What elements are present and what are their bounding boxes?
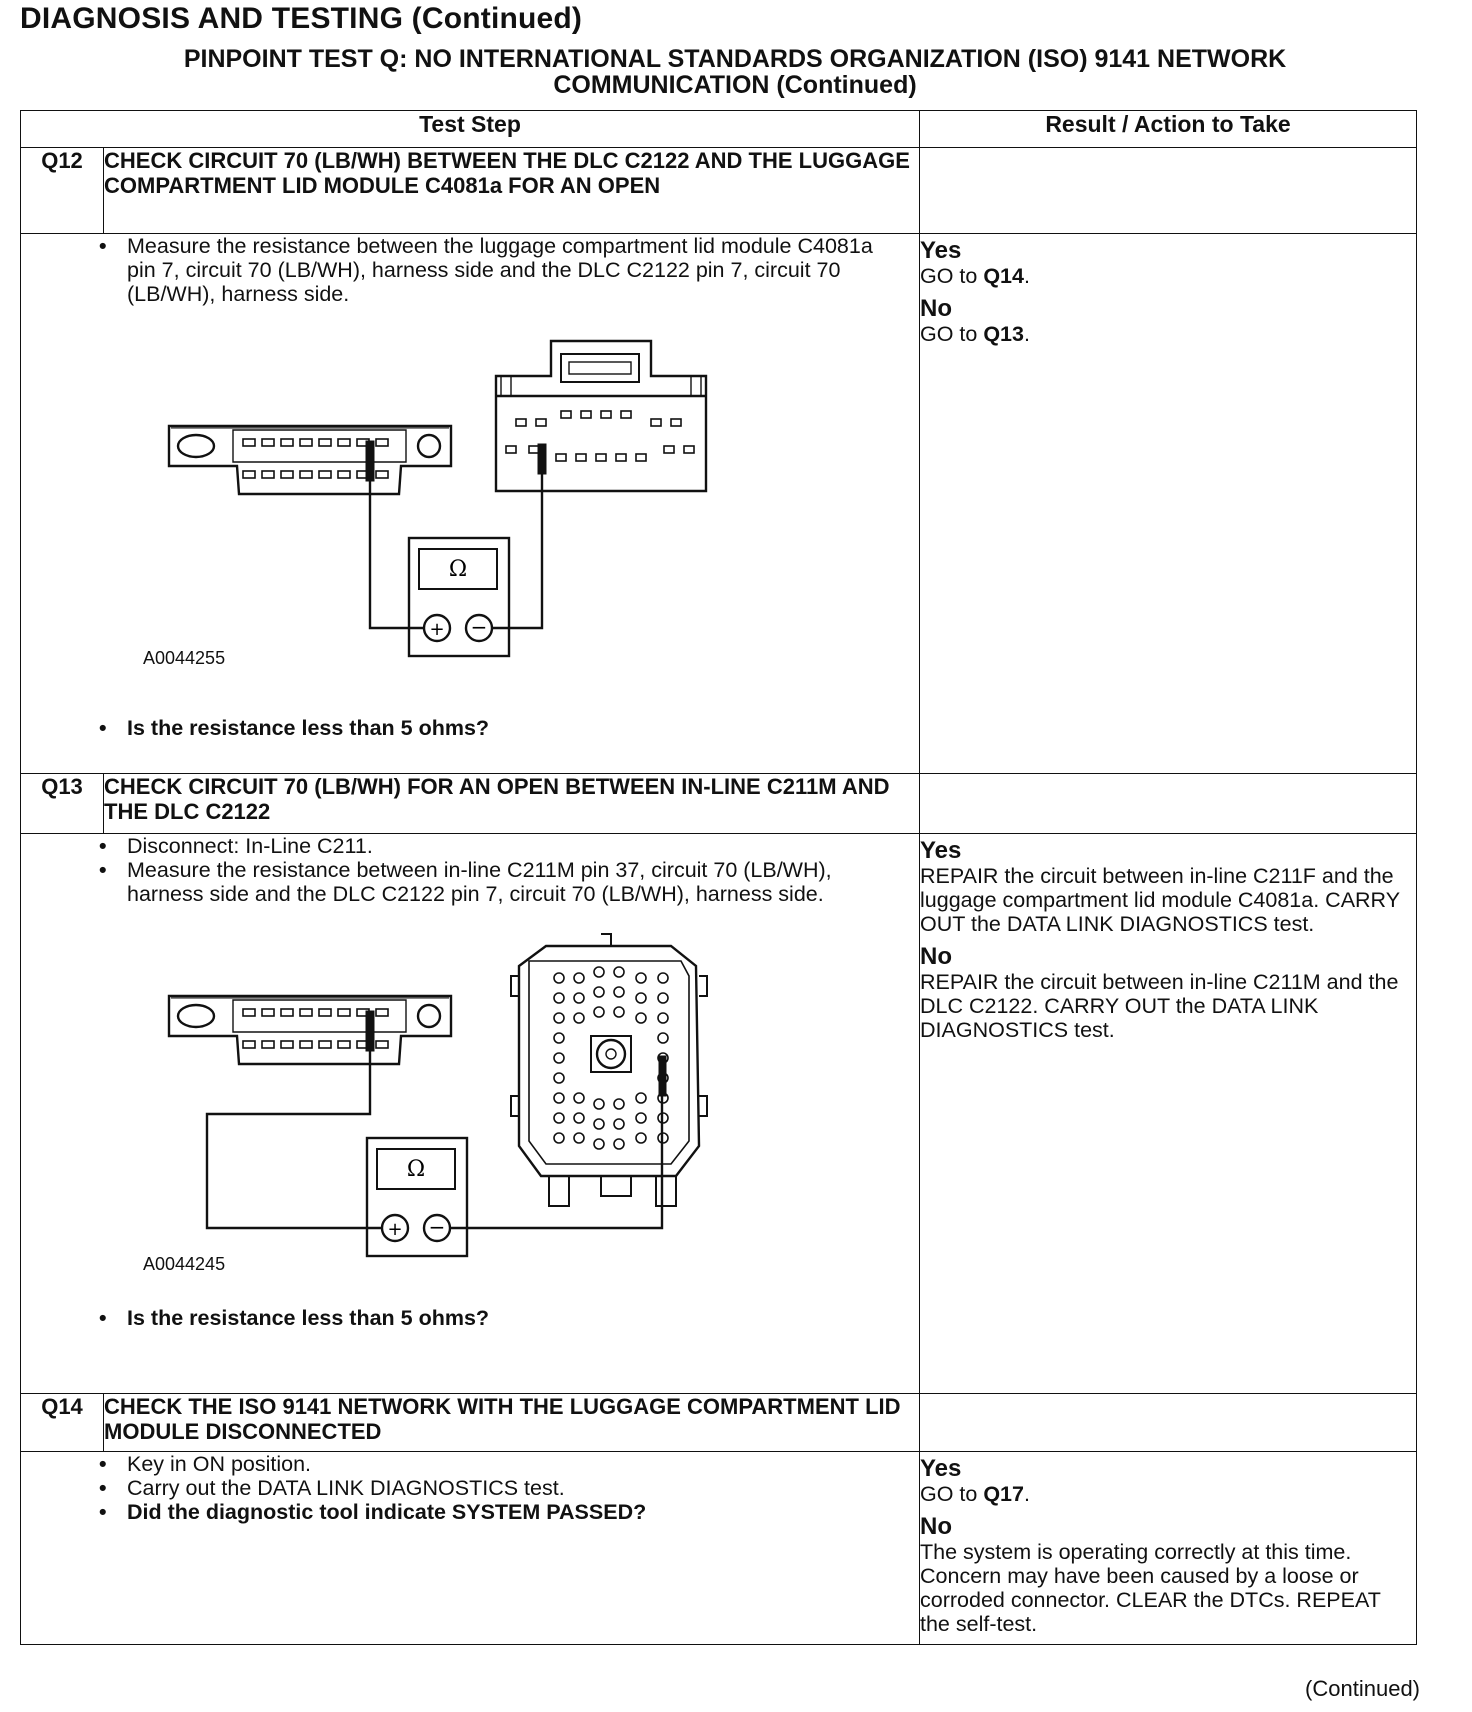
svg-text:+: + bbox=[387, 1219, 403, 1240]
q12-title: CHECK CIRCUIT 70 (LB/WH) BETWEEN THE DLC C2122 AND THE LUGGAGE COMPARTMENT LID MODULE C4081a FOR AN OPEN bbox=[104, 148, 920, 234]
dlc-connector-2 bbox=[169, 996, 451, 1064]
q14-no-label: No bbox=[920, 1513, 952, 1540]
q14-result-blank bbox=[920, 1394, 1417, 1452]
q14-yes-label: Yes bbox=[920, 1455, 962, 1482]
q14-result bbox=[920, 1452, 1417, 1645]
test-title-line2: COMMUNICATION (Continued) bbox=[553, 71, 917, 99]
q12-no-label: No bbox=[920, 295, 952, 322]
pinpoint-test-title bbox=[70, 46, 1400, 98]
meter-ohm-symbol-2: Ω bbox=[406, 1157, 426, 1182]
meter-ohm-symbol: Ω bbox=[448, 557, 468, 582]
ohmmeter bbox=[409, 538, 509, 656]
wire-positive-2 bbox=[207, 1051, 382, 1228]
svg-text:−: − bbox=[470, 615, 488, 639]
q13-result-blank bbox=[920, 774, 1417, 834]
svg-text:−: − bbox=[428, 1215, 446, 1239]
q13-number: Q13 bbox=[21, 774, 104, 834]
q12-figure-id: A0044255 bbox=[143, 648, 226, 668]
continued-note: (Continued) bbox=[1305, 1676, 1420, 1701]
q14-no-text: The system is operating correctly at this time. Concern may have been caused by a loose or corroded connector. CLEAR the DTCs. REPEAT the self-test. bbox=[920, 1540, 1381, 1636]
dlc-connector bbox=[169, 426, 451, 494]
q14-step-1: • Key in ON position. bbox=[7, 1452, 919, 1476]
q14-yes-text: GO to Q17. bbox=[920, 1482, 1030, 1506]
q13-yes-text: REPAIR the circuit between in-line C211F and the luggage compartment lid module C4081a. CARRY OUT the DATA LINK DIAGNOSTICS test. bbox=[920, 864, 1400, 936]
q13-body bbox=[21, 834, 920, 1394]
q13-yes-label: Yes bbox=[920, 837, 962, 864]
q13-figure bbox=[21, 906, 919, 1306]
q13-title-row bbox=[21, 774, 1417, 834]
q13-step-1: • Disconnect: In-Line C211. bbox=[7, 834, 919, 858]
q12-yes-target: Q14 bbox=[983, 264, 1024, 288]
q14-yes-target: Q17 bbox=[983, 1482, 1024, 1506]
q12-no-target: Q13 bbox=[983, 322, 1024, 346]
col-header-result: Result / Action to Take bbox=[920, 111, 1417, 148]
q12-question: • Is the resistance less than 5 ohms? bbox=[7, 716, 919, 740]
q14-number: Q14 bbox=[21, 1394, 104, 1452]
q14-body-row bbox=[21, 1452, 1417, 1645]
q13-wiring-diagram bbox=[21, 906, 921, 1306]
q14-question: • Did the diagnostic tool indicate SYSTEM PASSED? bbox=[7, 1500, 919, 1524]
q13-no-label: No bbox=[920, 943, 952, 970]
q12-title-row bbox=[21, 148, 1417, 234]
q12-yes-text: GO to Q14. bbox=[920, 264, 1030, 288]
pinpoint-test-table bbox=[20, 110, 1417, 1645]
c211m-connector bbox=[519, 946, 699, 1176]
ohmmeter-2 bbox=[367, 1138, 467, 1256]
wire-positive bbox=[370, 481, 424, 628]
wire-negative bbox=[492, 474, 542, 628]
q14-title-row bbox=[21, 1394, 1417, 1452]
q13-result bbox=[920, 834, 1417, 1394]
q13-question: • Is the resistance less than 5 ohms? bbox=[7, 1306, 919, 1330]
page-title: DIAGNOSIS AND TESTING (Continued) bbox=[20, 2, 583, 35]
q14-body bbox=[21, 1452, 920, 1645]
svg-text:+: + bbox=[429, 619, 445, 640]
q12-no-text: GO to Q13. bbox=[920, 322, 1030, 346]
q12-step-1: • Measure the resistance between the luggage compartment lid module C4081a pin 7, circuit 70 (LB/WH), harness side and the DLC C2122 pin 7, circuit 70 (LB/WH), harness side. bbox=[7, 234, 919, 306]
q12-result-blank bbox=[920, 148, 1417, 234]
q12-result bbox=[920, 234, 1417, 774]
test-title-line1: PINPOINT TEST Q: NO INTERNATIONAL STANDARDS ORGANIZATION (ISO) 9141 NETWORK bbox=[183, 45, 1287, 73]
q12-figure bbox=[21, 306, 919, 716]
q14-step-2: • Carry out the DATA LINK DIAGNOSTICS test. bbox=[7, 1476, 919, 1500]
q13-figure-id: A0044245 bbox=[143, 1254, 226, 1274]
q13-step-2: • Measure the resistance between in-line C211M pin 37, circuit 70 (LB/WH), harness side and the DLC C2122 pin 7, circuit 70 (LB/WH), harness side. bbox=[7, 858, 919, 906]
q12-yes-label: Yes bbox=[920, 237, 962, 264]
col-header-test-step: Test Step bbox=[21, 111, 920, 148]
q12-body bbox=[21, 234, 920, 774]
q13-no-text: REPAIR the circuit between in-line C211M and the DLC C2122. CARRY OUT the DATA LINK DIAGNOSTICS test. bbox=[920, 970, 1399, 1042]
q13-body-row bbox=[21, 834, 1417, 1394]
q13-title: CHECK CIRCUIT 70 (LB/WH) FOR AN OPEN BETWEEN IN-LINE C211M AND THE DLC C2122 bbox=[104, 774, 920, 834]
table-header-row bbox=[21, 111, 1417, 148]
q12-number: Q12 bbox=[21, 148, 104, 234]
q14-title: CHECK THE ISO 9141 NETWORK WITH THE LUGGAGE COMPARTMENT LID MODULE DISCONNECTED bbox=[104, 1394, 920, 1452]
q12-body-row bbox=[21, 234, 1417, 774]
